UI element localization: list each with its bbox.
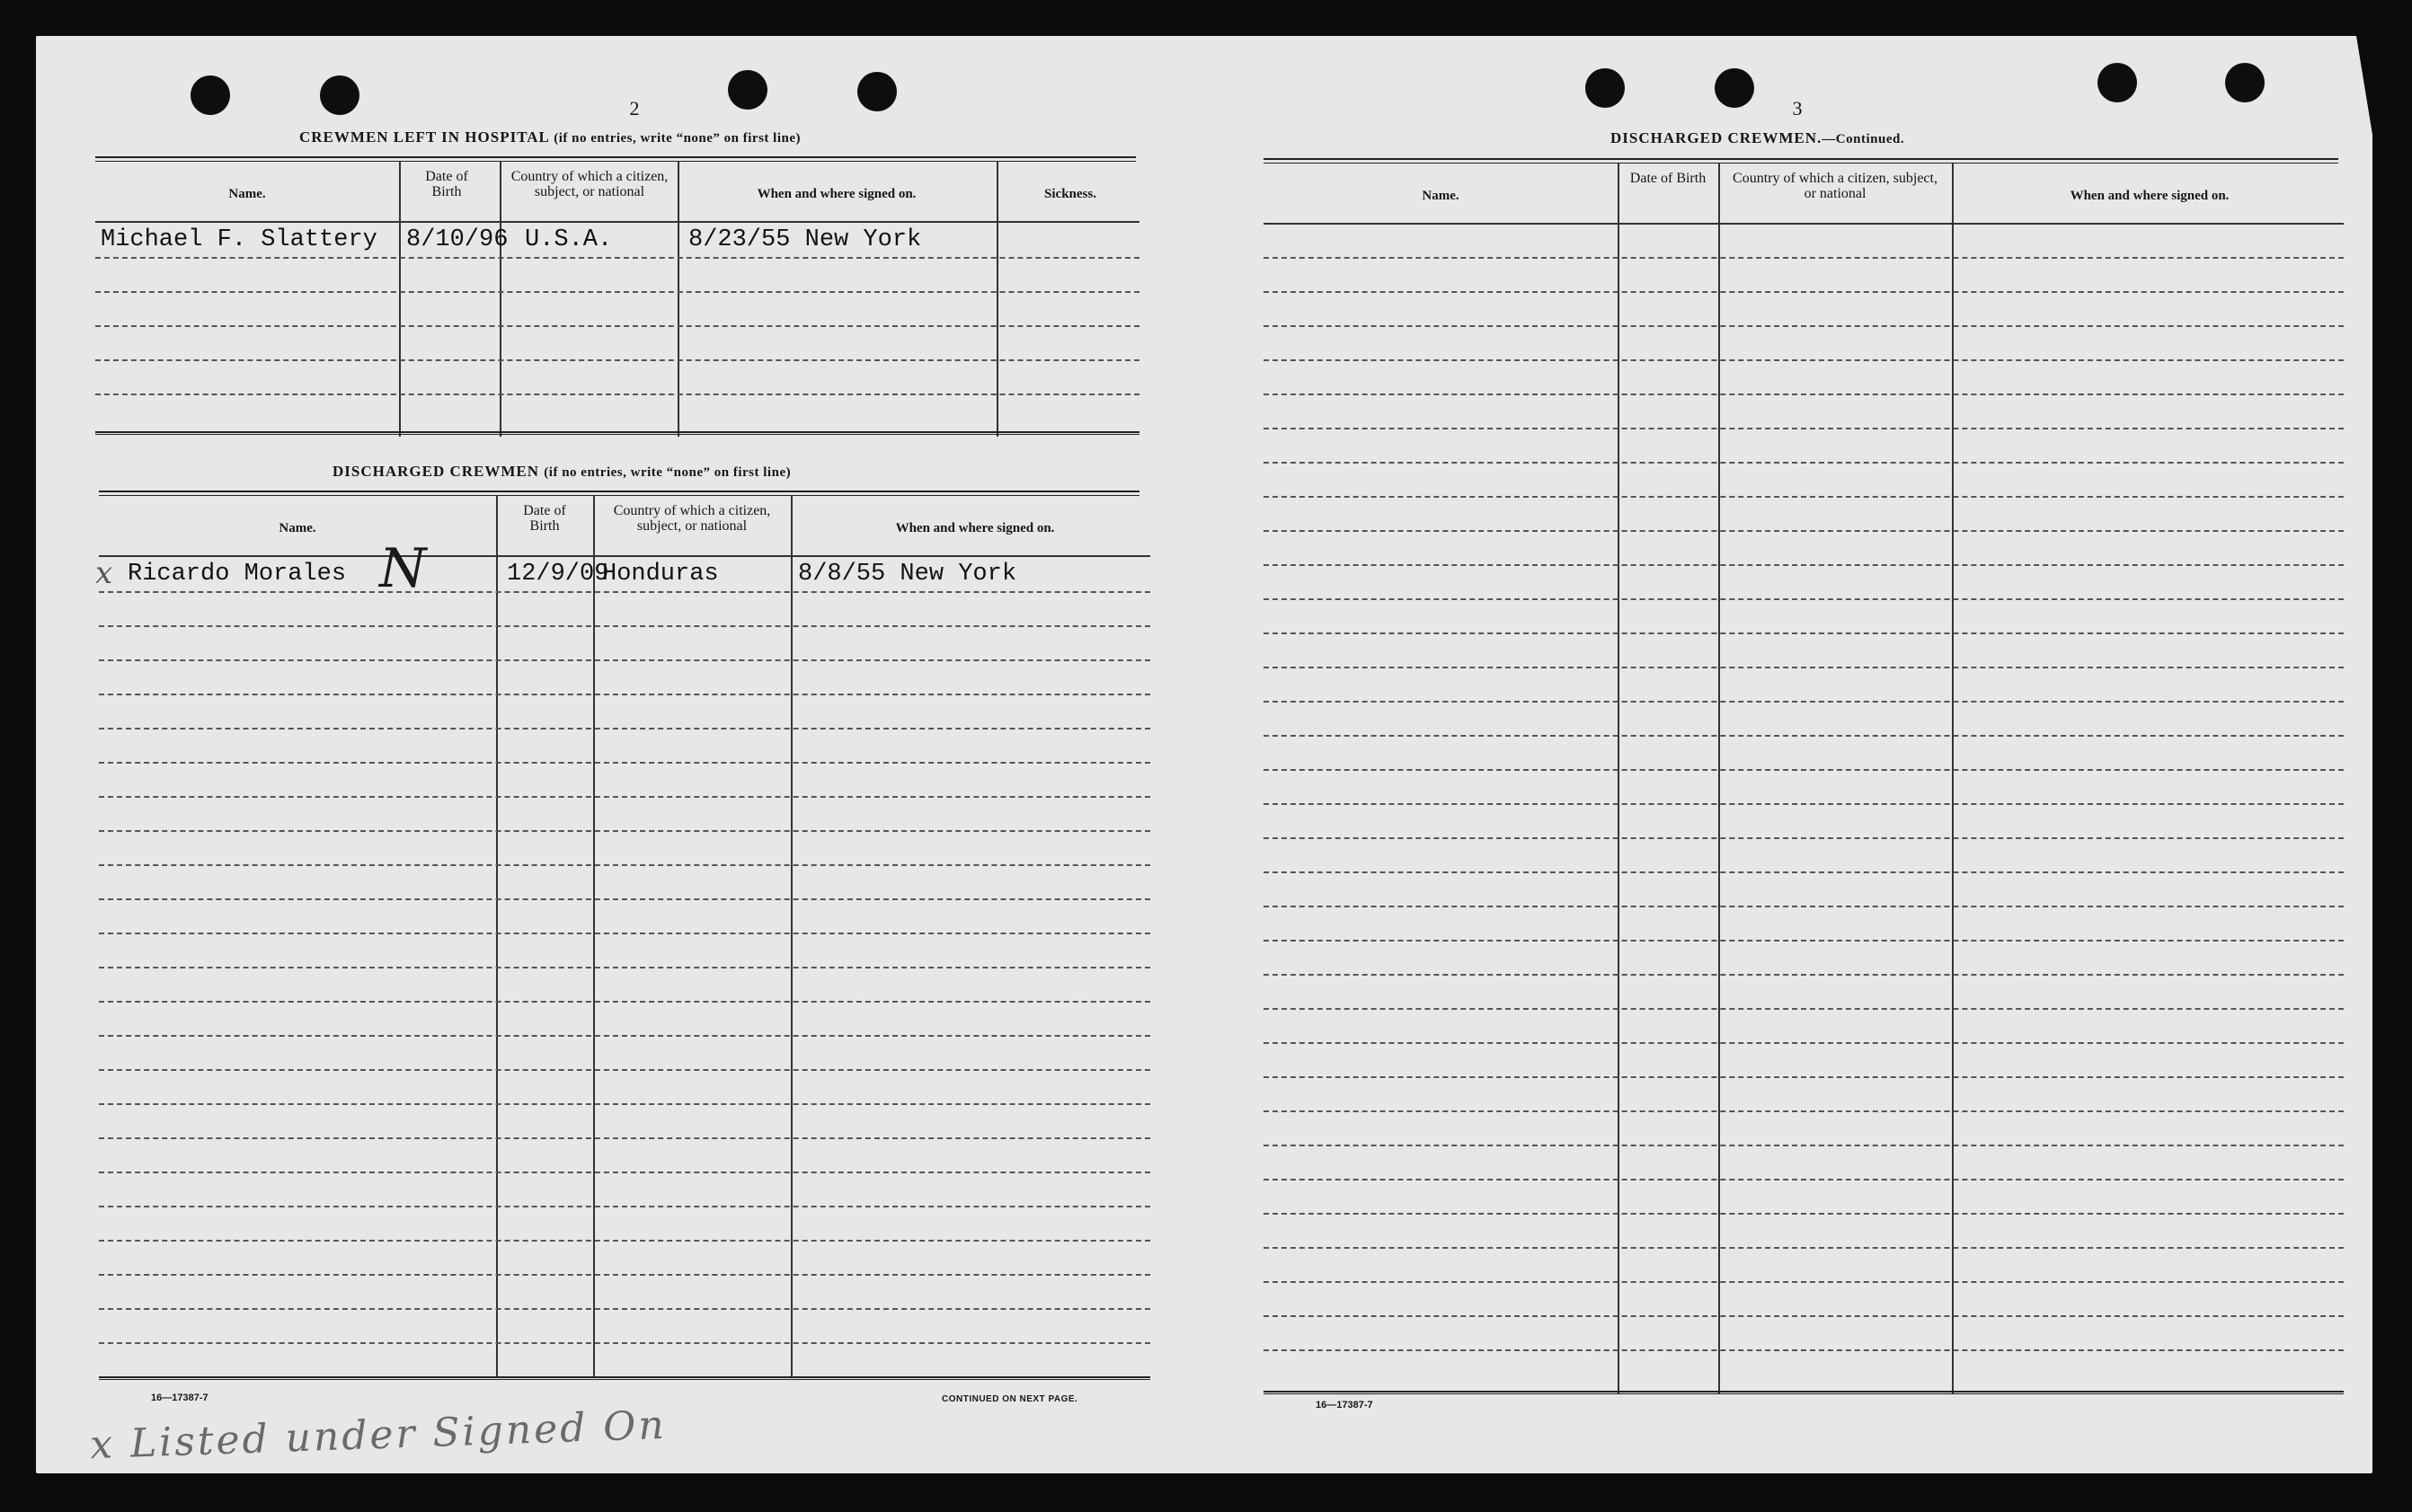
handwritten-note: x Listed under Signed On: [89, 1401, 668, 1469]
hospital-bottom-rule: [95, 431, 1139, 435]
row-line: [99, 625, 1150, 627]
right-title-text: DISCHARGED CREWMEN.: [1610, 129, 1822, 146]
row-line: [1264, 1042, 2344, 1044]
col-header-dob: Date of Birth: [1629, 171, 1707, 186]
col-header-name: Name.: [228, 187, 266, 201]
right-bottom-rule: [1264, 1391, 2344, 1394]
row-line: [99, 1103, 1150, 1105]
discharged-bottom-rule: [99, 1376, 1150, 1380]
row-line: [1264, 667, 2344, 668]
col-header-signed-on: When and where signed on.: [757, 187, 917, 201]
discharged-title-text: DISCHARGED CREWMEN: [333, 463, 540, 480]
punch-hole: [728, 70, 767, 110]
row-line: [95, 325, 1139, 327]
row-line: [95, 393, 1139, 395]
row-line: [1264, 803, 2344, 805]
discharged-title-note: (if no entries, write “none” on first line): [544, 465, 792, 480]
row-line: [99, 864, 1150, 866]
col-divider: [399, 162, 401, 437]
right-table: [1264, 164, 2344, 1439]
row-line: [99, 1206, 1150, 1207]
row-line: [99, 1172, 1150, 1173]
header-rule: [1264, 223, 2344, 225]
row-line: [1264, 1145, 2344, 1146]
row-line: [1264, 359, 2344, 361]
row-line: [99, 967, 1150, 968]
row-line: [95, 291, 1139, 293]
header-rule: [99, 555, 1150, 557]
row-line: [1264, 1247, 2344, 1249]
col-header-country: Country of which a citizen, subject, or national: [1733, 171, 1938, 201]
form-code-right: 16—17387-7: [1316, 1400, 1373, 1410]
col-divider: [593, 496, 595, 1376]
hospital-signed-on-cell: 8/23/55 New York: [688, 226, 922, 253]
hospital-table: [95, 162, 1139, 440]
row-line: [1264, 496, 2344, 498]
row-line: [99, 796, 1150, 798]
row-line: [1264, 257, 2344, 259]
header-rule: [95, 221, 1139, 223]
row-line: [1264, 1076, 2344, 1078]
row-line: [99, 830, 1150, 832]
col-header-dob: Date of Birth: [425, 169, 468, 199]
col-divider: [678, 162, 679, 437]
punch-hole: [2097, 63, 2137, 102]
row-line: [95, 257, 1139, 259]
page-number-right: 3: [1792, 97, 1803, 119]
row-line: [1264, 1110, 2344, 1112]
row-line: [99, 1274, 1150, 1276]
punch-hole: [857, 72, 897, 111]
row-line: [1264, 291, 2344, 293]
col-divider: [791, 496, 793, 1376]
continued-note: CONTINUED ON NEXT PAGE.: [942, 1394, 1078, 1404]
row-line: [1264, 974, 2344, 976]
right-section-title: [1610, 129, 1904, 147]
right-title-suffix: —Continued.: [1822, 132, 1905, 146]
punch-hole: [2225, 63, 2265, 102]
col-divider: [1618, 164, 1619, 1394]
row-line: [1264, 940, 2344, 942]
col-divider: [997, 162, 998, 437]
row-line: [1264, 564, 2344, 566]
col-header-signed-on: When and where signed on.: [895, 521, 1055, 535]
row-line: [99, 1137, 1150, 1139]
row-line: [99, 933, 1150, 934]
hospital-name-cell: Michael F. Slattery: [101, 226, 377, 253]
row-line: [1264, 735, 2344, 737]
row-line: [1264, 1315, 2344, 1317]
row-line: [1264, 1213, 2344, 1215]
discharged-table: [95, 496, 1150, 1421]
row-line: [1264, 906, 2344, 907]
row-line: [99, 659, 1150, 661]
row-line: [1264, 701, 2344, 703]
row-line: [99, 1342, 1150, 1344]
row-line: [99, 1069, 1150, 1071]
col-header-sickness: Sickness.: [1044, 187, 1096, 201]
col-header-country: Country of which a citizen, subject, or national: [510, 169, 669, 199]
row-line: [99, 898, 1150, 900]
row-line: [1264, 428, 2344, 429]
row-line: [1264, 393, 2344, 395]
handwritten-mark: N: [379, 537, 427, 600]
row-line: [1264, 632, 2344, 634]
row-line: [95, 359, 1139, 361]
row-line: [1264, 530, 2344, 532]
row-line: [1264, 1179, 2344, 1180]
x-mark: x: [95, 555, 113, 591]
col-header-signed-on: When and where signed on.: [2070, 189, 2230, 203]
col-divider: [500, 162, 501, 437]
row-line: [99, 728, 1150, 729]
row-line: [99, 591, 1150, 593]
col-header-name: Name.: [279, 521, 316, 535]
row-line: [99, 1035, 1150, 1037]
discharged-country-cell: Honduras: [602, 561, 719, 588]
row-line: [1264, 1008, 2344, 1010]
row-line: [99, 1240, 1150, 1242]
col-divider: [1718, 164, 1720, 1394]
hospital-dob-cell: 8/10/96: [406, 226, 509, 253]
hospital-section-title: [299, 128, 801, 146]
row-line: [1264, 1349, 2344, 1351]
row-line: [1264, 769, 2344, 771]
col-header-country: Country of which a citizen, subject, or national: [613, 503, 771, 534]
row-line: [99, 1001, 1150, 1003]
col-divider: [496, 496, 498, 1376]
discharged-name-cell: Ricardo Morales: [128, 561, 347, 588]
discharged-dob-cell: 12/9/09: [507, 561, 609, 588]
discharged-section-title: [333, 463, 791, 481]
row-line: [1264, 837, 2344, 839]
row-line: [1264, 325, 2344, 327]
torn-corner: [2356, 36, 2372, 135]
row-line: [1264, 598, 2344, 600]
discharged-signed-on-cell: 8/8/55 New York: [798, 561, 1017, 588]
row-line: [99, 1308, 1150, 1310]
row-line: [99, 694, 1150, 695]
row-line: [1264, 871, 2344, 873]
page-number-left: 2: [629, 97, 640, 119]
punch-hole: [1585, 68, 1625, 108]
col-header-name: Name.: [1422, 189, 1459, 203]
document-sheet: [36, 36, 2372, 1473]
col-divider: [1952, 164, 1954, 1394]
punch-hole: [320, 75, 359, 115]
hospital-country-cell: U.S.A.: [525, 226, 613, 253]
col-header-dob: Date of Birth: [523, 503, 566, 534]
hospital-title-text: CREWMEN LEFT IN HOSPITAL: [299, 128, 549, 146]
punch-hole: [191, 75, 230, 115]
hospital-title-note: (if no entries, write “none” on first line): [554, 131, 801, 146]
form-code-left: 16—17387-7: [151, 1393, 208, 1403]
row-line: [1264, 1281, 2344, 1283]
row-line: [99, 762, 1150, 764]
punch-hole: [1715, 68, 1754, 108]
row-line: [1264, 462, 2344, 464]
